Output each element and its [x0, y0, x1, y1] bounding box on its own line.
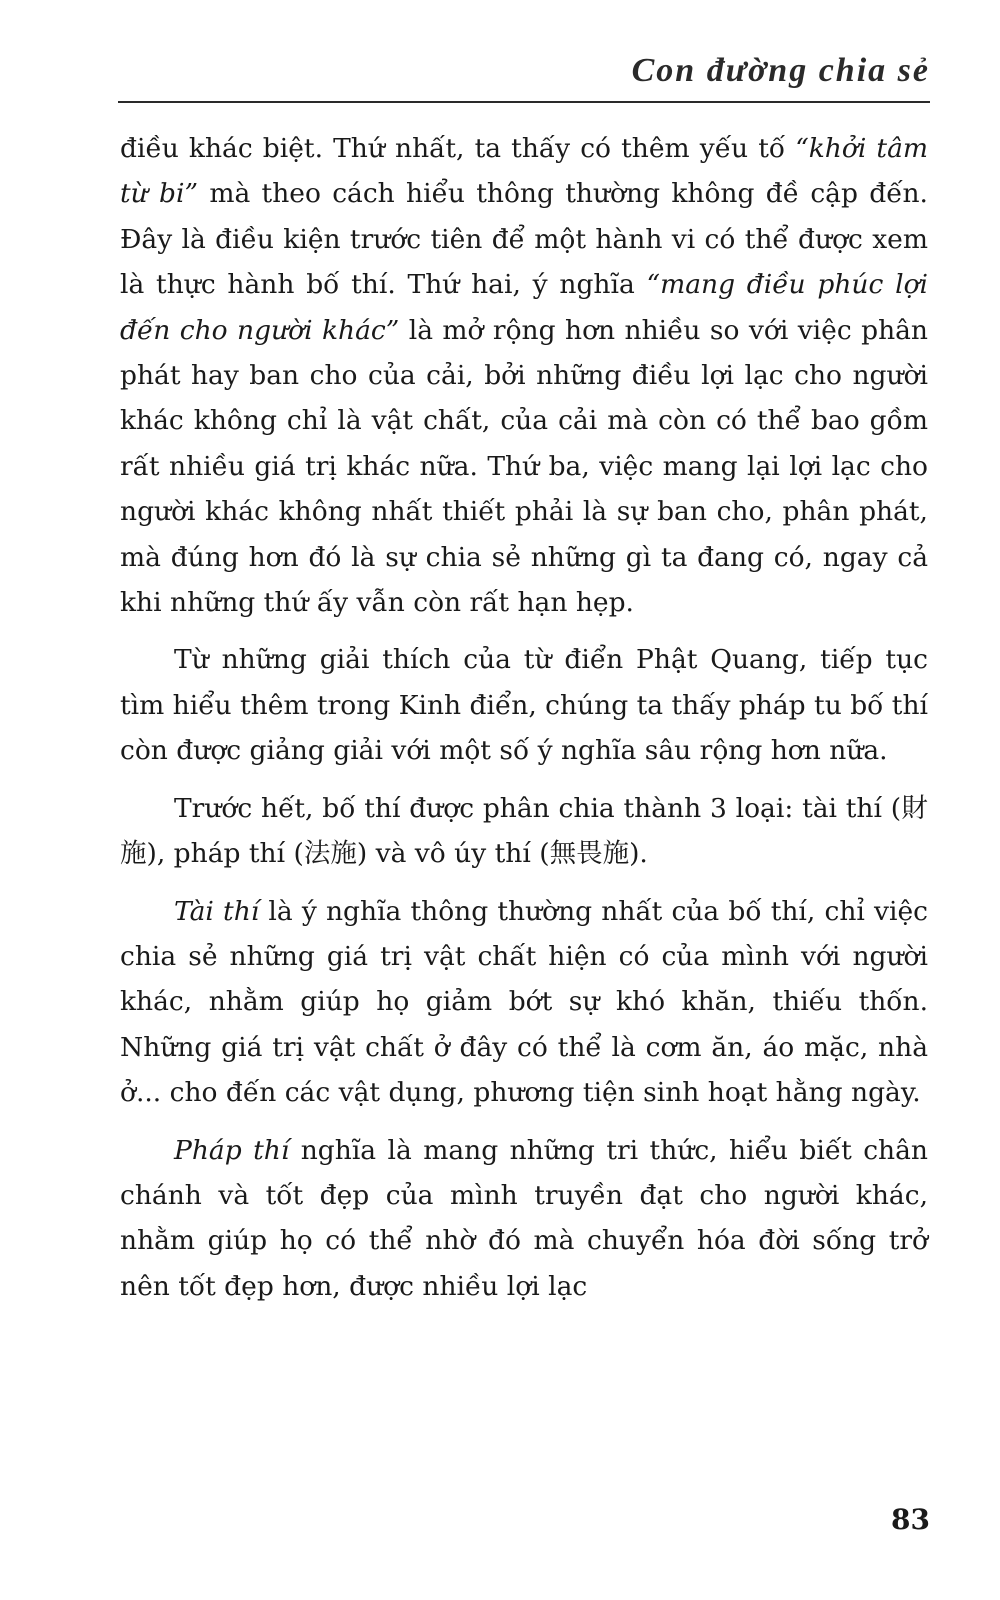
paragraph-3: Trước hết, bố thí được phân chia thành 3 loại: tài thí (財施), pháp thí (法施) và vô úy thí (無畏施). — [120, 792, 928, 870]
paragraph-4-term: Tài thí — [174, 895, 260, 927]
paragraph-1-text-b: mà theo cách hiểu thông thường không đề cập đến. Đây là điều kiện trước tiên để một hành vi có thể được xem là thực hành bố thí. Thứ hai, ý nghĩa — [120, 178, 928, 301]
paragraph-5-text: nghĩa là mang những tri thức, hiểu biết chân chánh và tốt đẹp của mình truyền đạt cho người khác, nhằm giúp họ có thể nhờ đó mà chuyển hóa đời sống trở nên tốt đẹp hơn, được nhiều lợi lạc — [120, 1134, 928, 1302]
paragraph-1-italic-a: “khởi tâm từ bi” — [120, 133, 928, 210]
page-number: 83 — [891, 1503, 930, 1536]
paragraph-1-text-a: điều khác biệt. Thứ nhất, ta thấy có thêm yếu tố — [120, 133, 796, 164]
paragraph-1-text-c: là mở rộng hơn nhiều so với việc phân phát hay ban cho của cải, bởi những điều lợi lạc cho người khác không chỉ là vật chất, của cải mà còn có thể bao gồm rất nhiều giá trị khác nữa. Thứ ba, việc mang lại lợi lạc cho người khác không nhất thiết phải là sự ban cho, phân phát, mà đúng hơn đó là sự chia sẻ những gì ta đang có, ngay cả khi những thứ ấy vẫn còn rất hạn hẹp. — [120, 314, 929, 619]
paragraph-4-text: là ý nghĩa thông thường nhất của bố thí, chỉ việc chia sẻ những giá trị vật chất hiện có của mình với người khác, nhằm giúp họ giảm bớt sự khó khăn, thiếu thốn. Những giá trị vật chất ở đây có thể là cơm ăn, áo mặc, nhà ở... cho đến các vật dụng, phương tiện sinh hoạt hằng ngày. — [120, 895, 928, 1109]
paragraph-2: Từ những giải thích của từ điển Phật Quang, tiếp tục tìm hiểu thêm trong Kinh điển, chúng ta thấy pháp tu bố thí còn được giảng giải với một số ý nghĩa sâu rộng hơn nữa. — [120, 644, 928, 767]
paragraph-4 — [120, 889, 928, 1116]
paragraph-5-term: Pháp thí — [174, 1134, 290, 1166]
paragraph-5 — [120, 1128, 928, 1310]
paragraph-1 — [120, 126, 928, 625]
running-header: Con đường chia sẻ — [631, 52, 930, 89]
header-rule — [118, 101, 930, 103]
body-text — [120, 126, 928, 1321]
paragraph-1-italic-b: “mang điều phúc lợi đến cho người khác” — [120, 269, 928, 346]
